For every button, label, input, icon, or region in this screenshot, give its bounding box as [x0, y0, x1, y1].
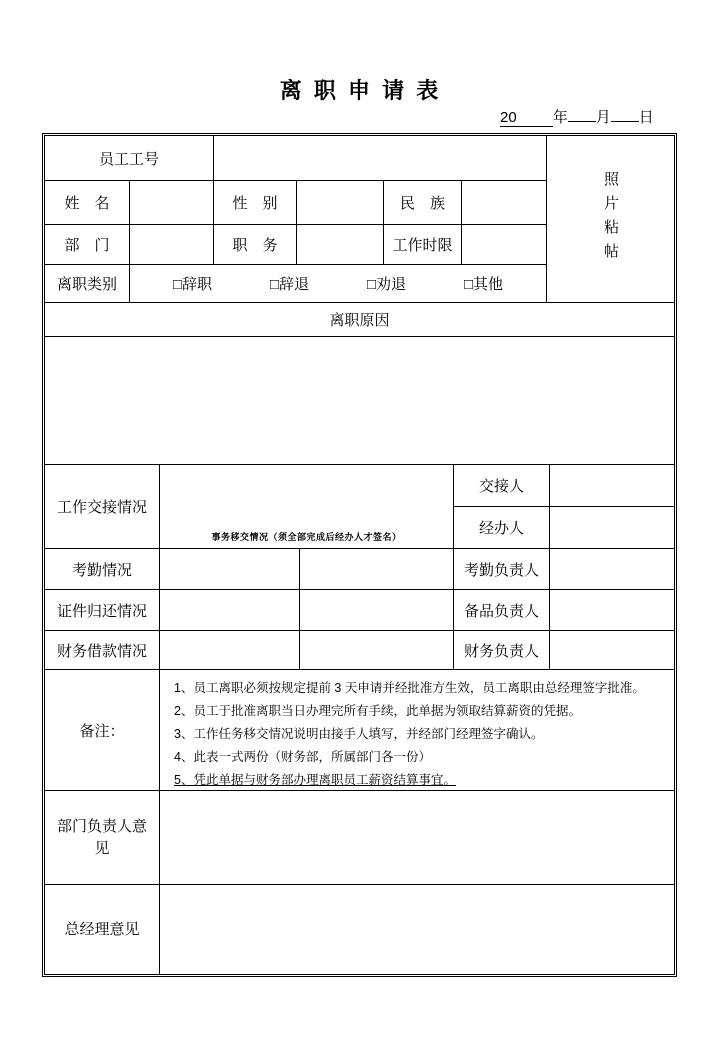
- date-day-label: 日: [638, 109, 654, 126]
- dept-head-opinion-cell[interactable]: [160, 791, 674, 885]
- receiver-value-cell[interactable]: [550, 465, 674, 507]
- date-day-blank[interactable]: [611, 121, 639, 122]
- handler-label: 经办人: [454, 507, 550, 549]
- supplies-manager-value-cell[interactable]: [550, 590, 674, 631]
- checkbox-dismiss[interactable]: □辞退: [269, 276, 310, 293]
- remark-item-1: 1、员工离职必须按规定提前 3 天申请并经批准方生效，员工离职由总经理签字批准。: [174, 681, 645, 695]
- reason-section: [45, 303, 674, 465]
- transfer-note: 事务移交情况（须全部完成后经办人才签名）: [211, 532, 402, 542]
- work-handover-input-area[interactable]: [160, 465, 454, 549]
- leave-type-label: 离职类别: [45, 265, 130, 303]
- work-term-label: 工作时限: [384, 225, 462, 265]
- date-line: [500, 106, 654, 127]
- date-month-blank[interactable]: [568, 121, 596, 122]
- attendance-label: 考勤情况: [45, 549, 160, 590]
- remarks-label: 备注：: [45, 670, 160, 791]
- checkbox-resign[interactable]: □辞职: [172, 276, 213, 293]
- date-month-label: 月: [595, 109, 611, 126]
- ethnicity-value-cell[interactable]: [462, 181, 547, 225]
- leave-type-options: [130, 265, 547, 303]
- work-handover-label: 工作交接情况: [45, 465, 160, 549]
- finance-manager-value-cell[interactable]: [550, 631, 674, 670]
- supplies-manager-label: 备品负责人: [454, 590, 550, 631]
- finance-manager-label: 财务负责人: [454, 631, 550, 670]
- department-value-cell[interactable]: [130, 225, 214, 265]
- handler-value-cell[interactable]: [550, 507, 674, 549]
- finance-input-cell-1[interactable]: [160, 631, 300, 670]
- attendance-manager-value-cell[interactable]: [550, 549, 674, 590]
- gender-value-cell[interactable]: [297, 181, 384, 225]
- credential-input-cell-1[interactable]: [160, 590, 300, 631]
- employee-id-label: 员工工号: [45, 136, 214, 181]
- remark-item-5: 5、凭此单据与财务部办理离职员工薪资结算事宜。: [174, 773, 456, 787]
- page-title: 离 职 申 请 表: [279, 78, 442, 103]
- receiver-label: 交接人: [454, 465, 550, 507]
- work-term-value-cell[interactable]: [462, 225, 547, 265]
- finance-input-cell-2[interactable]: [300, 631, 454, 670]
- credential-input-cell-2[interactable]: [300, 590, 454, 631]
- handover-section: [45, 465, 674, 670]
- basic-info-section: [45, 136, 674, 303]
- photo-paste-label: 照片粘帖: [602, 171, 619, 267]
- employee-id-value-cell[interactable]: [214, 136, 547, 181]
- approval-section: [45, 791, 674, 974]
- position-label: 职 务: [214, 225, 297, 265]
- date-year-blank[interactable]: [500, 109, 553, 127]
- remark-item-3: 3、工作任务移交情况说明由接手人填写，并经部门经理签字确认。: [174, 727, 544, 741]
- dept-head-opinion-label: 部门负责人意见: [45, 791, 160, 885]
- department-label: 部 门: [45, 225, 130, 265]
- position-value-cell[interactable]: [297, 225, 384, 265]
- attendance-input-cell-2[interactable]: [300, 549, 454, 590]
- reason-header: 离职原因: [45, 303, 674, 337]
- credential-return-label: 证件归还情况: [45, 590, 160, 631]
- date-prefix: 20: [500, 109, 517, 126]
- remarks-section: [45, 670, 674, 791]
- attendance-manager-label: 考勤负责人: [454, 549, 550, 590]
- date-year-label: 年: [552, 109, 568, 126]
- resignation-form-table: [42, 133, 677, 977]
- finance-loan-label: 财务借款情况: [45, 631, 160, 670]
- remark-item-4: 4、此表一式两份（财务部，所属部门各一份）: [174, 750, 431, 764]
- gender-label: 性 别: [214, 181, 297, 225]
- checkbox-persuaded-leave[interactable]: □劝退: [366, 276, 407, 293]
- ethnicity-label: 民 族: [384, 181, 462, 225]
- remark-item-2: 2、员工于批准离职当日办理完所有手续，此单据为领取结算薪资的凭据。: [174, 704, 581, 718]
- attendance-input-cell-1[interactable]: [160, 549, 300, 590]
- checkbox-other[interactable]: □其他: [463, 276, 504, 293]
- remarks-list: [160, 670, 674, 791]
- photo-paste-area[interactable]: [547, 136, 674, 303]
- gm-opinion-cell[interactable]: [160, 885, 674, 974]
- name-value-cell[interactable]: [130, 181, 214, 225]
- name-label: 姓 名: [45, 181, 130, 225]
- reason-input-area[interactable]: [45, 337, 674, 465]
- gm-opinion-label: 总经理意见: [45, 885, 160, 974]
